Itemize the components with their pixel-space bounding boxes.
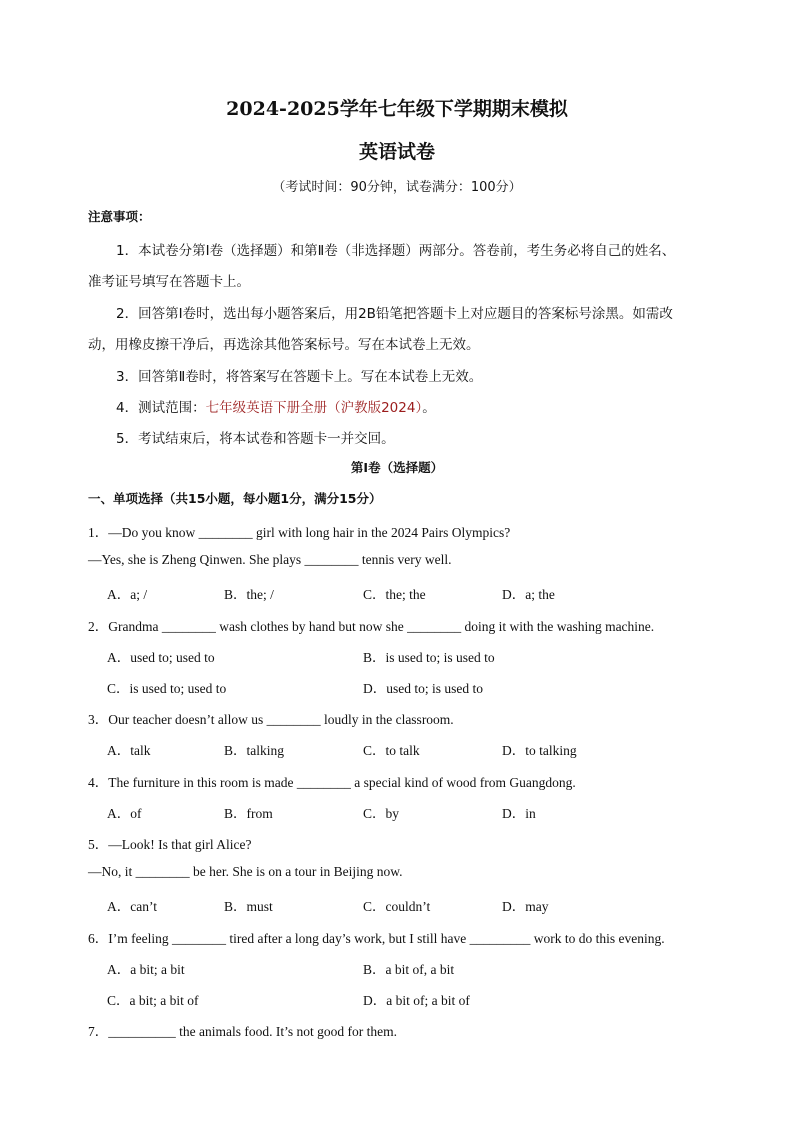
- option-a: A．can’t: [107, 899, 157, 914]
- test-scope: 七年级英语下册全册（沪教版2024）: [205, 400, 423, 416]
- exam-info: （考试时间：90分钟，试卷满分：100分）: [272, 180, 522, 195]
- notice-item-3: 3．回答第Ⅱ卷时，将答案写在答题卡上。写在本试卷上无效。: [116, 369, 483, 385]
- option-c: C．to talk: [363, 743, 420, 758]
- notice-item-2-cont: 动，用橡皮擦干净后，再选涂其他答案标号。写在本试卷上无效。: [88, 337, 480, 353]
- option-b: B．must: [224, 899, 273, 914]
- option-a: A．used to; used to: [107, 650, 215, 665]
- notice-item-5: 5．考试结束后，将本试卷和答题卡一并交回。: [116, 431, 395, 447]
- question-stem: 3．Our teacher doesn’t allow us ________ loudly in the classroom.: [88, 712, 454, 727]
- question-stem: 5．—Look! Is that girl Alice?: [88, 837, 252, 852]
- exam-title: 2024-2025学年七年级下学期期末模拟: [226, 98, 568, 120]
- option-d: D．in: [502, 806, 536, 821]
- option-d: D．a; the: [502, 587, 555, 602]
- option-b: B．is used to; is used to: [363, 650, 495, 665]
- notice-item-4: [116, 396, 436, 416]
- exam-subtitle: 英语试卷: [358, 141, 435, 163]
- question-stem: 2．Grandma ________ wash clothes by hand but now she ________ doing it with the washing machine.: [88, 619, 655, 634]
- part-title: 一、单项选择（共15小题，每小题1分，满分15分）: [88, 491, 382, 506]
- option-d: D．a bit of; a bit of: [363, 993, 470, 1008]
- option-b: B．talking: [224, 743, 284, 758]
- option-b: B．a bit of, a bit: [363, 962, 455, 977]
- notice-heading: 注意事项：: [88, 209, 151, 224]
- notice-item-4-suffix: 。: [422, 400, 436, 416]
- option-b: B．the; /: [224, 587, 274, 602]
- option-c: C．by: [363, 806, 400, 821]
- section-title: 第Ⅰ卷（选择题）: [350, 460, 444, 475]
- option-d: D．used to; is used to: [363, 681, 483, 696]
- notice-item-1: 1．本试卷分第Ⅰ卷（选择题）和第Ⅱ卷（非选择题）两部分。答卷前，考生务必将自己的姓名、: [116, 243, 676, 259]
- option-a: A．of: [107, 806, 142, 821]
- question-stem: 4．The furniture in this room is made ________ a special kind of wood from Guangdong.: [88, 775, 576, 790]
- option-c: C．the; the: [363, 587, 426, 602]
- question-stem: 6．I’m feeling ________ tired after a long day’s work, but I still have _________ work to do this evening.: [88, 931, 665, 946]
- question-stem: 1．—Do you know ________ girl with long hair in the 2024 Pairs Olympics?: [88, 525, 511, 540]
- option-a: A．talk: [107, 743, 151, 758]
- notice-item-2: 2．回答第Ⅰ卷时，选出每小题答案后，用2B铅笔把答题卡上对应题目的答案标号涂黑。如需改: [116, 306, 673, 322]
- option-a: A．a; /: [107, 587, 148, 602]
- notice-item-4-prefix: 4．测试范围：: [116, 400, 206, 416]
- notice-item-1-cont: 准考证号填写在答题卡上。: [88, 274, 250, 290]
- option-c: C．couldn’t: [363, 899, 431, 914]
- option-d: D．may: [502, 899, 549, 914]
- option-c: C．is used to; used to: [107, 681, 227, 696]
- option-a: A．a bit; a bit: [107, 962, 185, 977]
- question-stem: 7．__________ the animals food. It’s not good for them.: [88, 1024, 397, 1039]
- option-d: D．to talking: [502, 743, 577, 758]
- option-c: C．a bit; a bit of: [107, 993, 199, 1008]
- option-b: B．from: [224, 806, 273, 821]
- question-stem-reply: —Yes, she is Zheng Qinwen. She plays ________ tennis very well.: [88, 552, 452, 567]
- question-stem-reply: —No, it ________ be her. She is on a tour in Beijing now.: [88, 864, 403, 879]
